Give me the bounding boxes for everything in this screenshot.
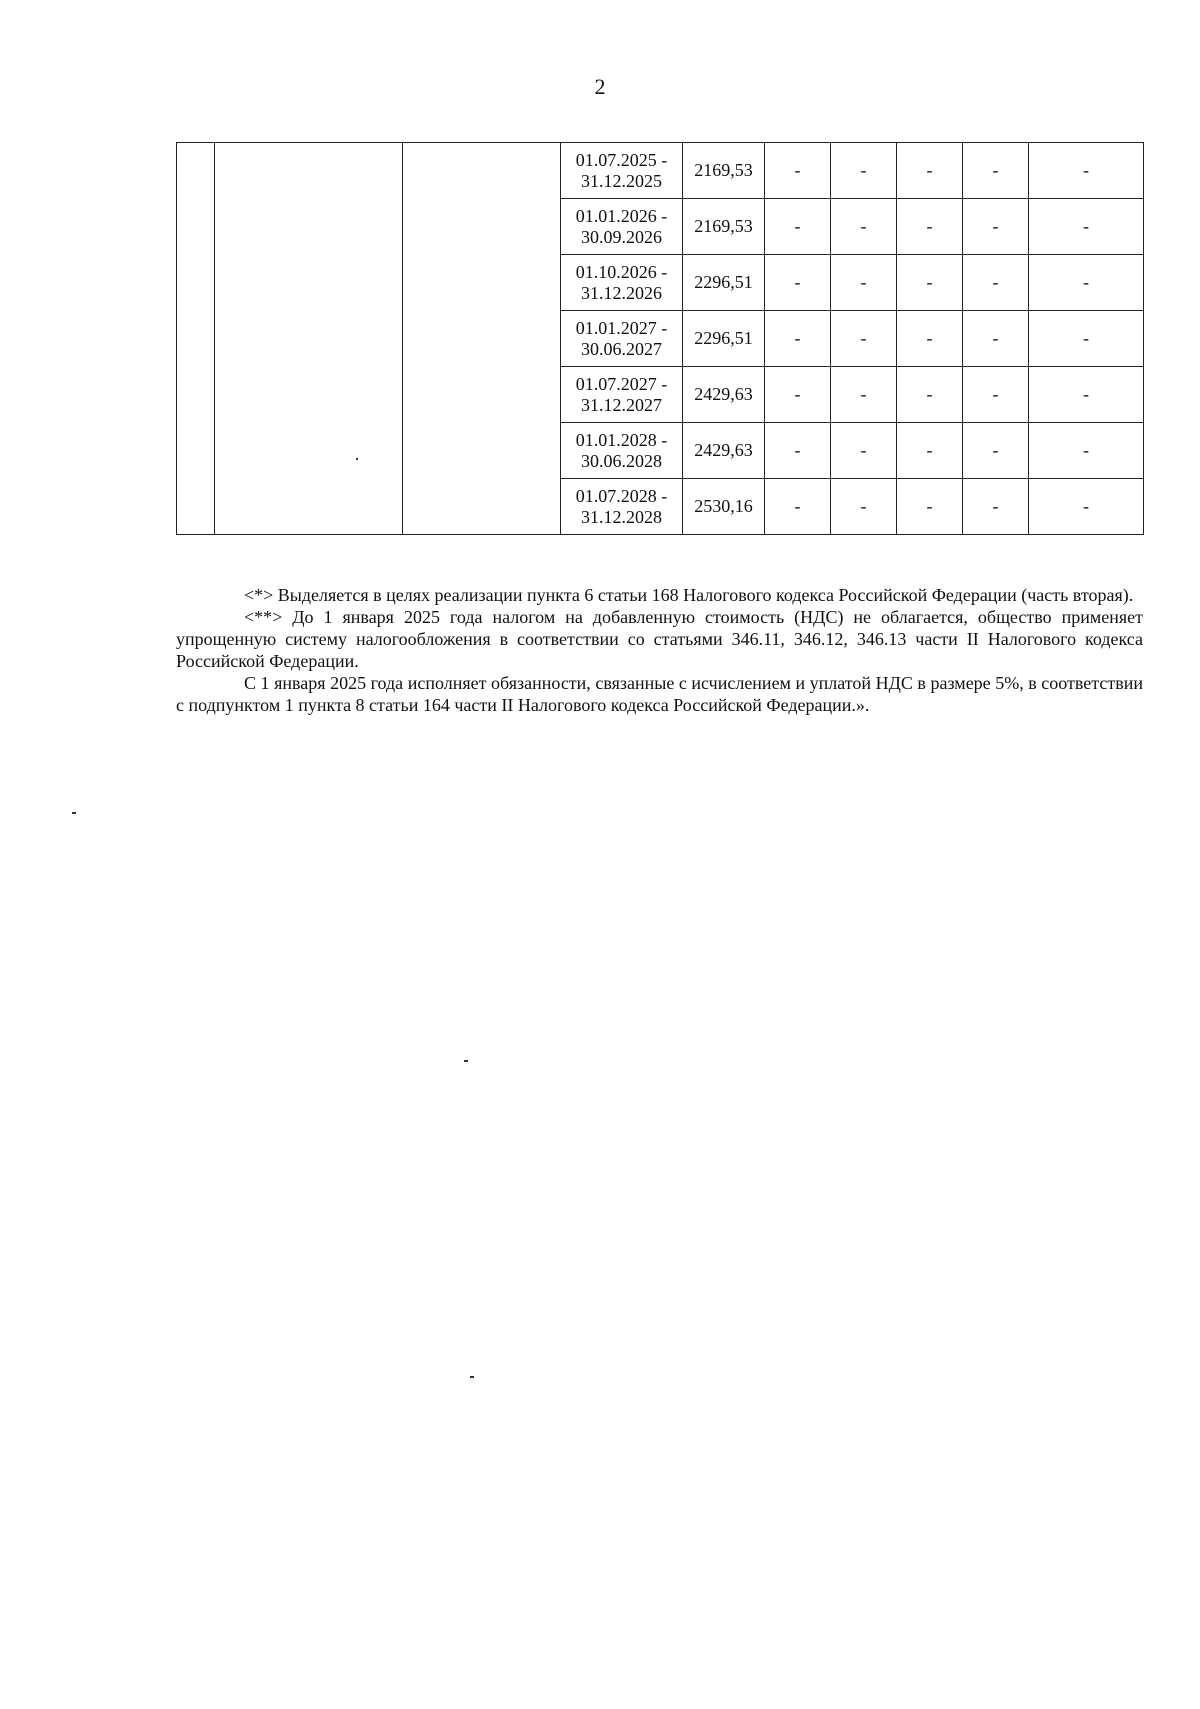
tariff-value-cell: 2429,63 (683, 423, 765, 479)
period-start: 01.07.2025 - (575, 149, 668, 170)
period-start: 01.07.2028 - (575, 485, 668, 506)
empty-value-cell: - (963, 311, 1029, 367)
empty-value-cell: - (765, 199, 831, 255)
period-cell (561, 255, 683, 311)
empty-value-cell: - (897, 423, 963, 479)
empty-value-cell: - (963, 367, 1029, 423)
empty-value-cell: - (897, 311, 963, 367)
period-end: 31.12.2027 (581, 394, 662, 415)
footnotes (176, 584, 1143, 716)
period-start: 01.01.2028 - (575, 429, 668, 450)
period-end: 30.09.2026 (581, 226, 662, 247)
period-cell (561, 479, 683, 535)
period-start: 01.01.2027 - (575, 317, 668, 338)
empty-value-cell: - (963, 479, 1029, 535)
empty-value-cell: - (1029, 255, 1144, 311)
empty-value-cell: - (765, 311, 831, 367)
empty-value-cell: - (1029, 143, 1144, 199)
empty-value-cell: - (1029, 311, 1144, 367)
period-start: 01.10.2026 - (575, 261, 668, 282)
table-row (177, 143, 1144, 199)
empty-value-cell: - (765, 367, 831, 423)
footnote-vat-allocation: <*> Выделяется в целях реализации пункта 6 статьи 168 Налогового кодекса Российской Федерации (часть вторая). (244, 585, 1134, 605)
empty-value-cell: - (1029, 479, 1144, 535)
table-body (177, 143, 1144, 535)
empty-value-cell: - (765, 423, 831, 479)
tariff-value-cell: 2169,53 (683, 143, 765, 199)
footnote-vat-obligation: С 1 января 2025 года исполняет обязанности, связанные с исчислением и уплатой НДС в размере 5%, в соответствии с подпунктом 1 пункта 8 статьи 164 части II Налогового кодекса Российской Федерации.». (176, 673, 1143, 715)
empty-value-cell: - (831, 311, 897, 367)
tariff-value-cell: 2169,53 (683, 199, 765, 255)
merged-col-organization (215, 143, 403, 535)
period-end: 31.12.2025 (581, 170, 662, 191)
empty-value-cell: - (897, 367, 963, 423)
empty-value-cell: - (831, 199, 897, 255)
period-end: 31.12.2026 (581, 282, 662, 303)
empty-value-cell: - (831, 255, 897, 311)
merged-col-tariff-type (403, 143, 561, 535)
empty-value-cell: - (963, 143, 1029, 199)
empty-value-cell: - (765, 479, 831, 535)
empty-value-cell: - (963, 199, 1029, 255)
empty-value-cell: - (963, 255, 1029, 311)
empty-value-cell: - (765, 143, 831, 199)
tariff-table (176, 142, 1144, 535)
empty-value-cell: - (1029, 367, 1144, 423)
empty-value-cell: - (897, 143, 963, 199)
empty-value-cell: - (897, 255, 963, 311)
tariff-value-cell: 2429,63 (683, 367, 765, 423)
empty-value-cell: - (831, 423, 897, 479)
merged-col-number (177, 143, 215, 535)
empty-value-cell: - (831, 367, 897, 423)
scan-speck (356, 458, 358, 460)
scan-speck (72, 812, 76, 814)
footnote-simplified-tax: <**> До 1 января 2025 года налогом на добавленную стоимость (НДС) не облагается, общество применяет упрощенную систему налогообложения в соответствии со статьями 346.11, 346.12, 346.13 части II Налогового кодекса Российской Федерации. (176, 607, 1143, 671)
empty-value-cell: - (1029, 199, 1144, 255)
page-number: 2 (594, 74, 606, 99)
empty-value-cell: - (897, 199, 963, 255)
period-cell (561, 143, 683, 199)
tariff-value-cell: 2296,51 (683, 255, 765, 311)
empty-value-cell: - (963, 423, 1029, 479)
period-cell (561, 367, 683, 423)
tariff-value-cell: 2530,16 (683, 479, 765, 535)
scan-speck (470, 1376, 474, 1378)
empty-value-cell: - (831, 143, 897, 199)
empty-value-cell: - (831, 479, 897, 535)
period-start: 01.07.2027 - (575, 373, 668, 394)
tariff-value-cell: 2296,51 (683, 311, 765, 367)
period-cell (561, 311, 683, 367)
period-cell (561, 199, 683, 255)
period-cell (561, 423, 683, 479)
period-end: 30.06.2028 (581, 450, 662, 471)
period-end: 31.12.2028 (581, 506, 662, 527)
period-start: 01.01.2026 - (575, 205, 668, 226)
empty-value-cell: - (765, 255, 831, 311)
scan-speck (464, 1060, 468, 1062)
empty-value-cell: - (1029, 423, 1144, 479)
period-end: 30.06.2027 (581, 338, 662, 359)
empty-value-cell: - (897, 479, 963, 535)
